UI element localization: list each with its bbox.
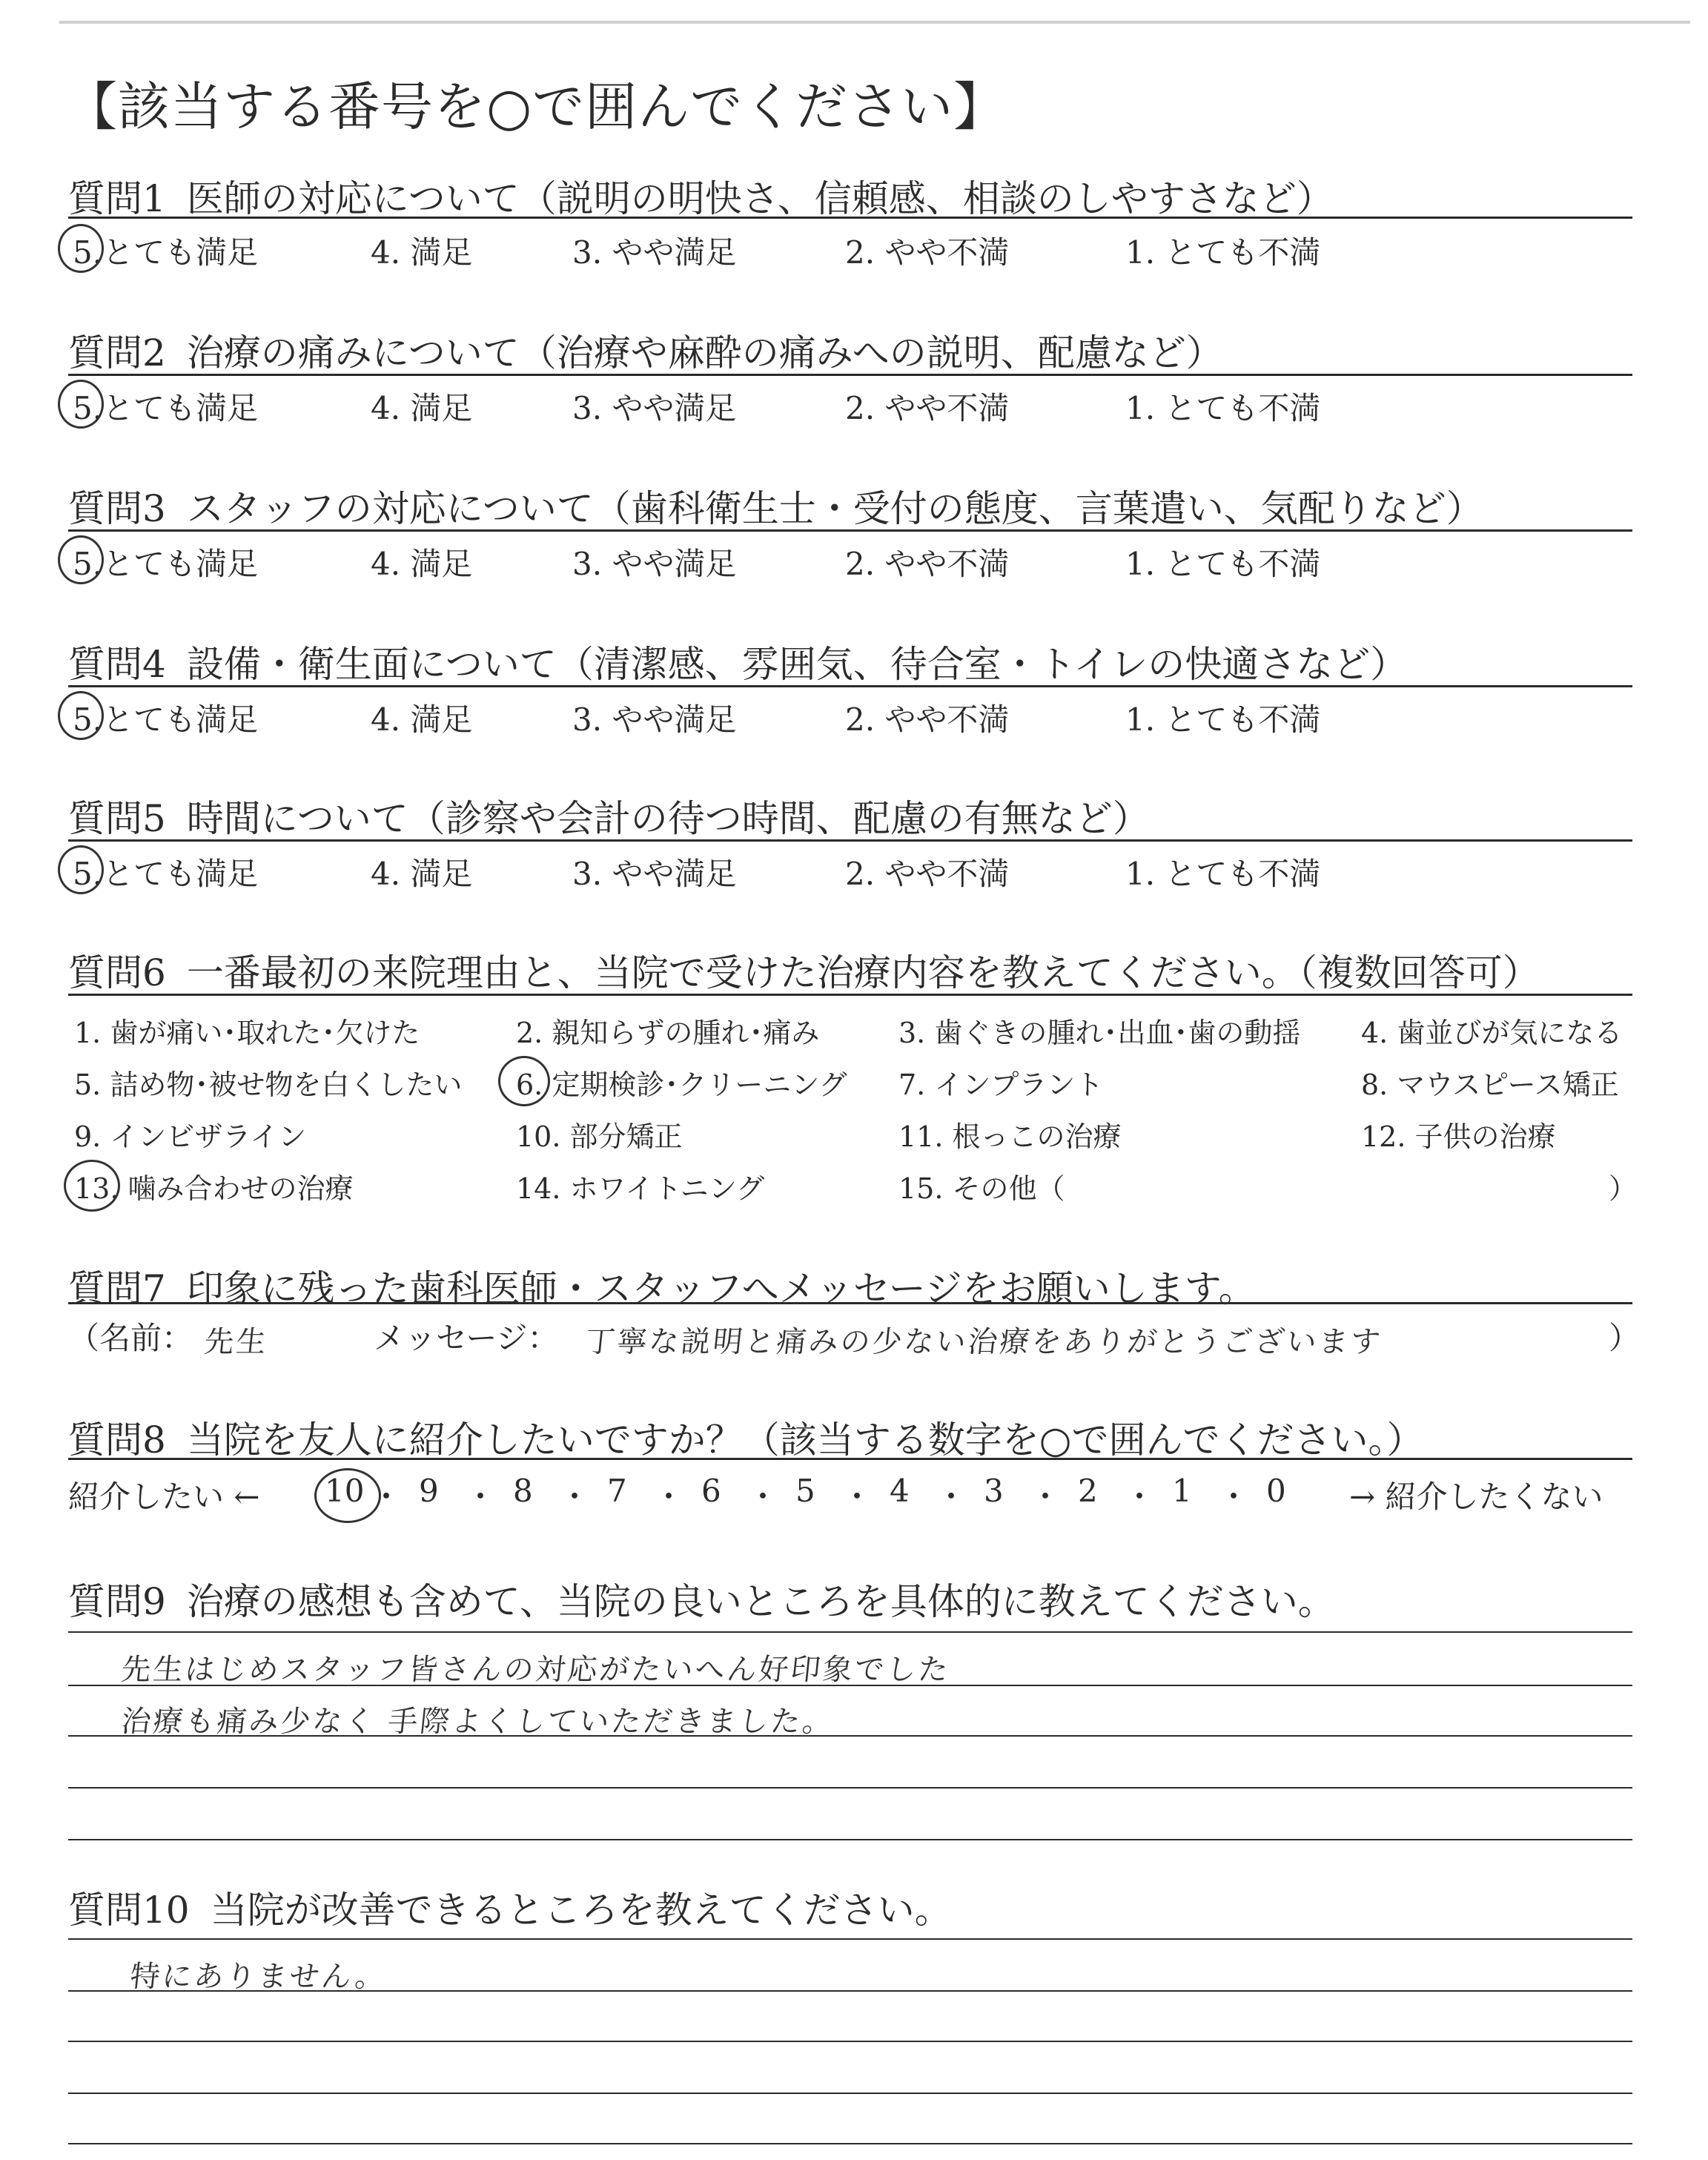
q2-option-1[interactable]: 1. とても不満 xyxy=(1125,390,1321,426)
q6-item-12[interactable]: 12. 子供の治療 xyxy=(1361,1120,1556,1153)
q8-separator: ・ xyxy=(841,1479,873,1515)
q8-right-label: → 紹介したくない xyxy=(1349,1479,1603,1515)
q6-item-9[interactable]: 9. インビザライン xyxy=(74,1120,307,1153)
q8-score-0[interactable]: 0 xyxy=(1266,1473,1286,1509)
q9-line-5 xyxy=(68,1839,1632,1840)
q3-option-2[interactable]: 2. やや不満 xyxy=(845,546,1010,582)
q5-answer-circle xyxy=(58,845,104,894)
q6-item-1[interactable]: 1. 歯が痛い･取れた･欠けた xyxy=(74,1017,420,1049)
q4-option-4[interactable]: 4. 満足 xyxy=(371,701,473,738)
q9-answer-line-1[interactable]: 先生はじめスタッフ皆さんの対応がたいへん好印象でした xyxy=(119,1653,953,1687)
question-4-rule xyxy=(68,685,1632,687)
q8-score-1[interactable]: 1 xyxy=(1172,1473,1192,1509)
question-7-title: 質問7 印象に残った歯科医師・スタッフへメッセージをお願いします。 xyxy=(68,1267,1256,1310)
q8-left-label: 紹介したい ← xyxy=(68,1479,260,1515)
q6-item-5[interactable]: 5. 詰め物･被せ物を白くしたい xyxy=(74,1069,463,1101)
q10-line-5 xyxy=(68,2143,1632,2144)
q9-line-4 xyxy=(68,1787,1632,1789)
q10-line-4 xyxy=(68,2093,1632,2094)
q8-score-7[interactable]: 7 xyxy=(607,1473,627,1509)
q6-item-10[interactable]: 10. 部分矯正 xyxy=(516,1120,683,1153)
q5-option-3[interactable]: 3. やや満足 xyxy=(572,856,737,892)
q1-answer-circle xyxy=(58,224,104,273)
q7-message-value[interactable]: 丁寧な説明と痛みの少ない治療をありがとうございます xyxy=(583,1325,1385,1359)
q6-item-8[interactable]: 8. マウスピース矯正 xyxy=(1361,1069,1619,1101)
q2-option-3[interactable]: 3. やや満足 xyxy=(572,390,737,426)
q10-line-3 xyxy=(68,2041,1632,2042)
question-8-rule xyxy=(68,1458,1632,1460)
q2-option-2[interactable]: 2. やや不満 xyxy=(845,390,1010,426)
q8-score-5[interactable]: 5 xyxy=(795,1473,815,1509)
q3-option-3[interactable]: 3. やや満足 xyxy=(572,546,737,582)
question-10-title: 質問10 当院が改善できるところを教えてください。 xyxy=(68,1889,952,1932)
q8-score-6[interactable]: 6 xyxy=(701,1473,721,1509)
q5-option-2[interactable]: 2. やや不満 xyxy=(845,856,1010,892)
q6-item-6[interactable]: 6. 定期検診･クリーニング xyxy=(516,1069,847,1101)
question-1-rule xyxy=(68,217,1632,219)
question-8-title: 質問8 当院を友人に紹介したいですか？（該当する数字を○で囲んでください。） xyxy=(68,1418,1424,1462)
q6-item-13[interactable]: 13. 噛み合わせの治療 xyxy=(74,1172,354,1205)
question-4-title: 質問4 設備・衛生面について（清潔感、雰囲気、待合室・トイレの快適さなど） xyxy=(68,643,1408,686)
q6-item-11[interactable]: 11. 根っこの治療 xyxy=(898,1120,1122,1153)
question-2-rule xyxy=(68,374,1632,376)
q5-option-5[interactable]: 5.とても満足 xyxy=(73,856,259,892)
question-1-title: 質問1 医師の対応について（説明の明快さ、信頼感、相談のしやすさなど） xyxy=(68,177,1334,220)
q1-option-3[interactable]: 3. やや満足 xyxy=(572,234,737,271)
q8-separator: ・ xyxy=(1124,1479,1156,1515)
q10-line-1 xyxy=(68,1938,1632,1940)
q8-score-9[interactable]: 9 xyxy=(419,1473,439,1509)
q8-separator: ・ xyxy=(936,1479,967,1515)
question-6-title: 質問6 一番最初の来院理由と、当院で受けた治療内容を教えてください。（複数回答可） xyxy=(68,951,1540,994)
q2-option-4[interactable]: 4. 満足 xyxy=(371,390,473,426)
q5-option-1[interactable]: 1. とても不満 xyxy=(1125,856,1321,892)
q8-separator: ・ xyxy=(465,1479,497,1515)
q6-item-14[interactable]: 14. ホワイトニング xyxy=(516,1172,765,1205)
q8-separator: ・ xyxy=(1030,1479,1062,1515)
q4-option-2[interactable]: 2. やや不満 xyxy=(845,701,1010,738)
q3-option-5[interactable]: 5.とても満足 xyxy=(73,546,259,582)
q7-name-value[interactable]: 先生 xyxy=(202,1325,271,1359)
top-border xyxy=(59,21,1690,24)
q9-answer-line-2[interactable]: 治療も痛み少なく 手際よくしていただきました。 xyxy=(119,1705,836,1739)
question-7-rule xyxy=(68,1302,1632,1304)
question-3-title: 質問3 スタッフの対応について（歯科衛生士・受付の態度、言葉遣い、気配りなど） xyxy=(68,487,1483,530)
q6-item-2[interactable]: 2. 親知らずの腫れ･痛み xyxy=(516,1017,820,1049)
question-5-title: 質問5 時間について（診察や会計の待つ時間、配慮の有無など） xyxy=(68,797,1150,840)
q7-message-label: メッセージ： xyxy=(374,1320,559,1356)
q8-separator: ・ xyxy=(371,1479,403,1515)
q1-option-1[interactable]: 1. とても不満 xyxy=(1125,234,1321,271)
q9-line-1 xyxy=(68,1631,1632,1633)
question-3-rule xyxy=(68,529,1632,532)
q8-separator: ・ xyxy=(653,1479,685,1515)
q7-close-paren: ） xyxy=(1609,1320,1641,1356)
q3-option-1[interactable]: 1. とても不満 xyxy=(1125,546,1321,582)
q8-score-8[interactable]: 8 xyxy=(513,1473,533,1509)
q3-option-4[interactable]: 4. 満足 xyxy=(371,546,473,582)
q6-item-4[interactable]: 4. 歯並びが気になる xyxy=(1361,1017,1623,1049)
question-6-rule xyxy=(68,994,1632,996)
q8-score-3[interactable]: 3 xyxy=(984,1473,1004,1509)
q3-answer-circle xyxy=(58,535,104,584)
q2-option-5[interactable]: 5.とても満足 xyxy=(73,390,259,426)
q8-separator: ・ xyxy=(559,1479,591,1515)
q1-option-4[interactable]: 4. 満足 xyxy=(371,234,473,271)
q8-selected-circle xyxy=(314,1468,381,1523)
question-5-rule xyxy=(68,839,1632,842)
q8-score-2[interactable]: 2 xyxy=(1078,1473,1098,1509)
q8-separator: ・ xyxy=(747,1479,779,1515)
q8-score-4[interactable]: 4 xyxy=(890,1473,910,1509)
q8-separator: ・ xyxy=(1218,1479,1250,1515)
q4-option-1[interactable]: 1. とても不満 xyxy=(1125,701,1321,738)
q6-item-3[interactable]: 3. 歯ぐきの腫れ･出血･歯の動揺 xyxy=(898,1017,1301,1049)
q2-answer-circle xyxy=(58,380,104,429)
q4-option-3[interactable]: 3. やや満足 xyxy=(572,701,737,738)
q5-option-4[interactable]: 4. 満足 xyxy=(371,856,473,892)
q10-answer-line-1[interactable]: 特にありません。 xyxy=(128,1960,389,1994)
page-title: 【該当する番号を○で囲んでください】 xyxy=(65,76,1007,137)
q7-name-label: （名前： xyxy=(68,1320,193,1356)
question-2-title: 質問2 治療の痛みについて（治療や麻酔の痛みへの説明、配慮など） xyxy=(68,331,1223,374)
q6-selected-circle-6 xyxy=(498,1056,550,1106)
q4-option-5[interactable]: 5.とても満足 xyxy=(73,701,259,738)
q6-item-7[interactable]: 7. インプラント xyxy=(898,1069,1104,1101)
q1-option-2[interactable]: 2. やや不満 xyxy=(845,234,1010,271)
q4-answer-circle xyxy=(58,691,104,740)
q6-selected-circle-13 xyxy=(64,1160,120,1212)
q6-other-close-paren: ） xyxy=(1609,1172,1638,1205)
q6-item-15[interactable]: 15. その他（ xyxy=(898,1172,1065,1205)
question-9-title: 質問9 治療の感想も含めて、当院の良いところを具体的に教えてください。 xyxy=(68,1580,1335,1623)
q1-option-5[interactable]: 5.とても満足 xyxy=(73,234,259,271)
q8-score-10[interactable]: 10 xyxy=(325,1473,365,1509)
